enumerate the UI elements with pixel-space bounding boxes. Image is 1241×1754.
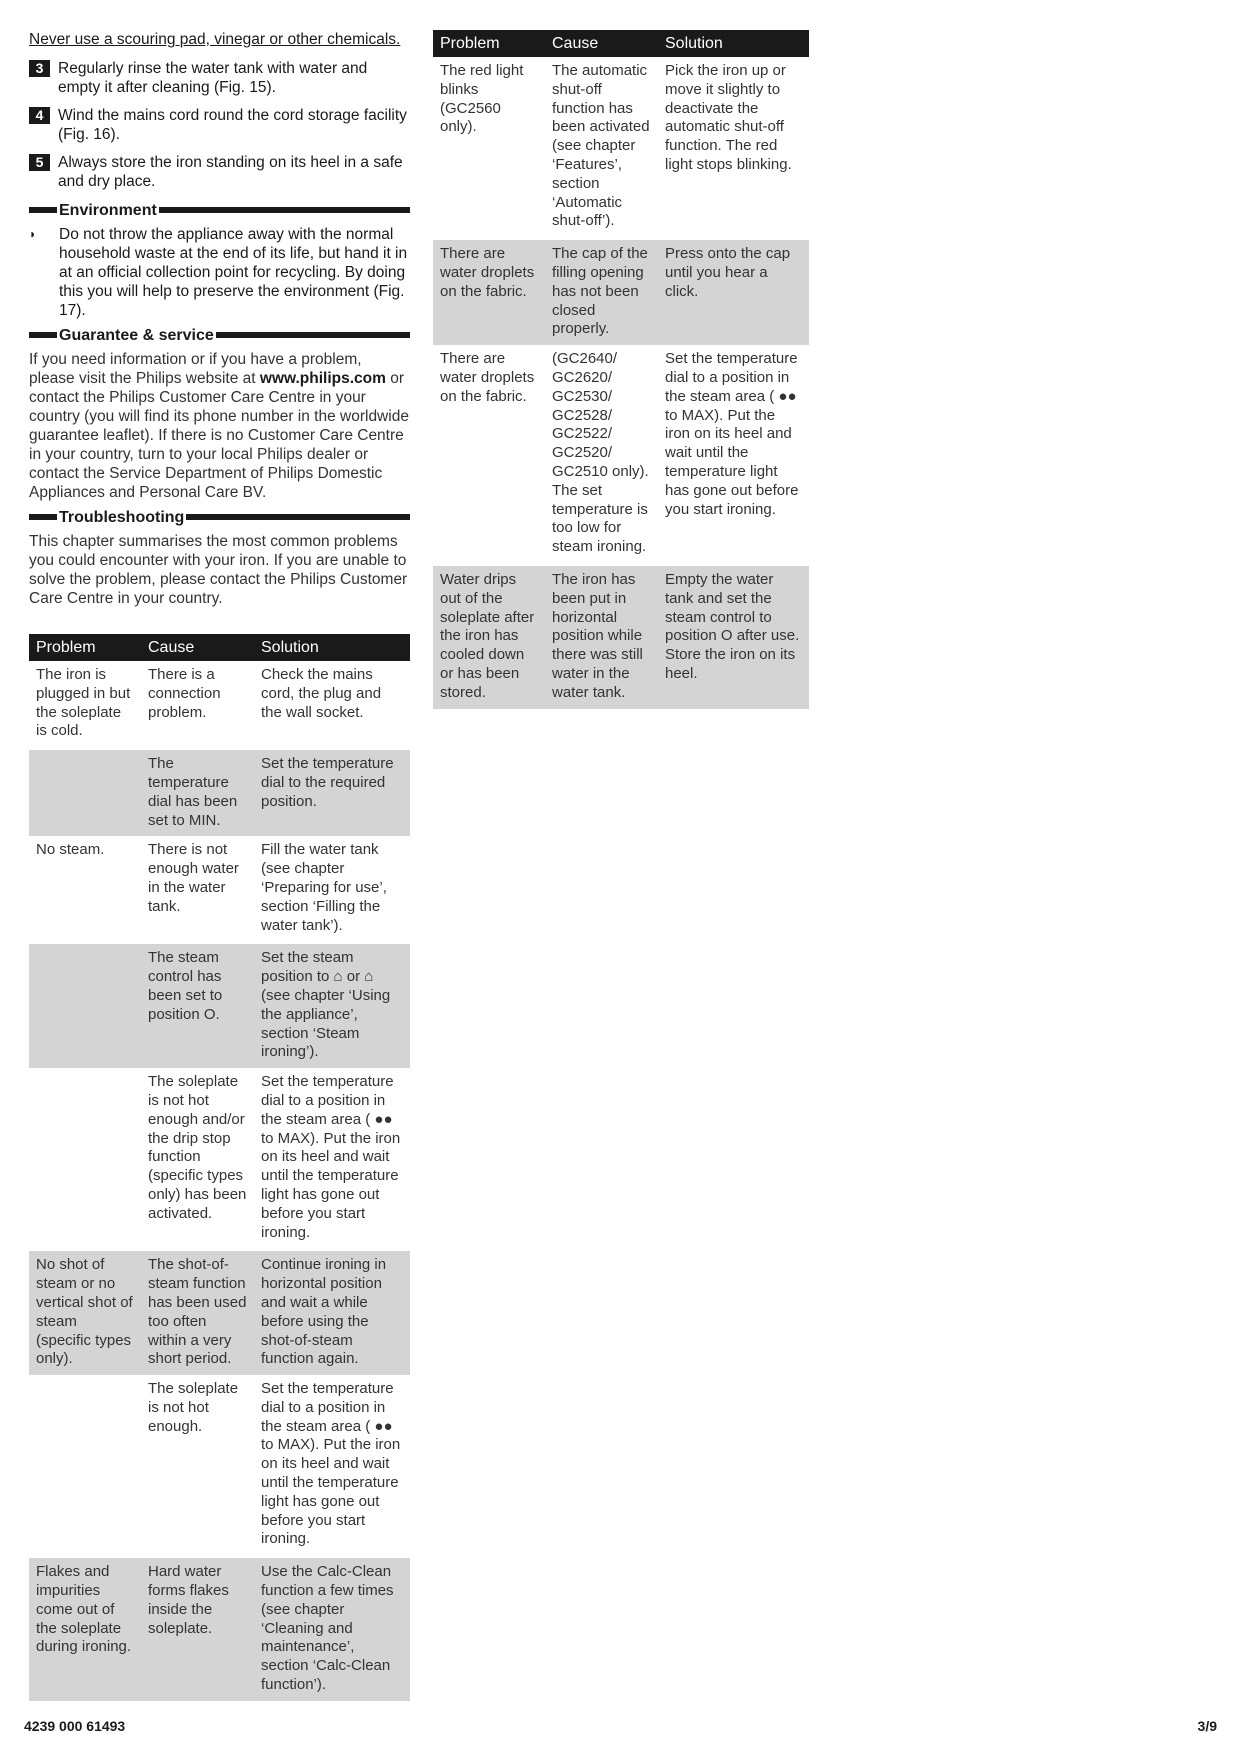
cause-cell: The cap of the filling opening has not been closed properly. xyxy=(545,239,658,345)
right-column xyxy=(433,30,809,709)
cause-cell: There is not enough water in the water tank. xyxy=(148,841,239,915)
cause-cell: The automatic shut-off function has been activated (see chapter ‘Features’, section ‘Automatic shut-off’). xyxy=(552,62,650,230)
guarantee-title: Guarantee & service xyxy=(59,326,214,344)
header-problem: Problem xyxy=(433,30,545,57)
cause-cell: The soleplate is not hot enough. xyxy=(148,1380,239,1435)
step-number-badge: 3 xyxy=(29,60,50,77)
step-3 xyxy=(29,59,410,97)
table-row xyxy=(29,1250,410,1375)
cause-cell: The soleplate is not hot enough and/or the drip stop function (specific types only) has been activated. xyxy=(148,1073,247,1222)
heading-bar-left xyxy=(29,514,57,520)
troubleshooting-table-right xyxy=(433,30,809,709)
solution-cell: Check the mains cord, the plug and the wall socket. xyxy=(261,666,382,721)
troubleshooting-title: Troubleshooting xyxy=(59,508,185,526)
cause-cell: The temperature dial has been set to MIN. xyxy=(141,749,254,837)
table-row xyxy=(29,943,410,1068)
solution-cell: Set the temperature dial to a position in the steam area ( ●● to MAX). Put the iron on its heel and wait until the temperature light has gone out before you start ironing. xyxy=(261,1380,401,1548)
solution-cell: Set the temperature dial to the required position. xyxy=(254,749,410,837)
table-row xyxy=(29,661,410,749)
table-row xyxy=(29,1557,410,1701)
guarantee-text-after: or contact the Philips Customer Care Centre in your country (you will find its phone number in the worldwide guarantee leaflet). If there is no Customer Care Centre in your country, turn to your local Philips dealer or contact the Service Department of Philips Domestic Appliances and Personal Care BV. xyxy=(29,370,409,501)
table-row xyxy=(433,57,809,239)
problem-cell: Flakes and impurities come out of the soleplate during ironing. xyxy=(29,1557,141,1701)
solution-cell: Press onto the cap until you hear a click. xyxy=(658,239,809,345)
problem-cell: There are water droplets on the fabric. xyxy=(433,239,545,345)
cause-cell: (GC2640/ GC2620/ GC2530/ GC2528/ GC2522/ GC2520/ GC2510 only). The set temperature is too low for steam ironing. xyxy=(552,350,649,556)
step-text: Wind the mains cord round the cord storage facility (Fig. 16). xyxy=(58,107,407,143)
problem-cell xyxy=(29,1375,141,1557)
table-header-row xyxy=(29,634,410,661)
cause-cell: The steam control has been set to position O. xyxy=(141,943,254,1068)
table-row xyxy=(29,749,410,837)
guarantee-paragraph xyxy=(29,350,410,502)
cause-cell: Hard water forms flakes inside the soleplate. xyxy=(141,1557,254,1701)
solution-cell: Set the temperature dial to a position in the steam area ( ●● to MAX). Put the iron on its heel and wait until the temperature light has gone out before you start ironing. xyxy=(261,1073,401,1241)
heading-bar-right xyxy=(216,332,410,338)
solution-cell: Pick the iron up or move it slightly to deactivate the automatic shut-off function. The red light stops blinking. xyxy=(665,62,792,173)
step-number-badge: 4 xyxy=(29,107,50,124)
problem-cell xyxy=(29,749,141,837)
solution-cell: Continue ironing in horizontal position and wait a while before using the shot-of-steam function again. xyxy=(254,1250,410,1375)
problem-cell: No steam. xyxy=(36,841,105,859)
solution-cell: Fill the water tank (see chapter ‘Preparing for use’, section ‘Filling the water tank’). xyxy=(261,841,387,934)
section-heading-troubleshooting xyxy=(29,507,410,527)
guarantee-text-before: If you need information or if you have a problem, please visit the Philips website at xyxy=(29,351,362,387)
table-row xyxy=(29,1068,410,1250)
scouring-warning: Never use a scouring pad, vinegar or other chemicals. xyxy=(29,31,401,48)
cause-cell: There is a connection problem. xyxy=(148,666,221,721)
header-cause: Cause xyxy=(141,634,254,661)
heading-bar-right xyxy=(186,514,410,520)
header-problem: Problem xyxy=(29,634,141,661)
step-5 xyxy=(29,153,410,191)
step-text: Always store the iron standing on its heel in a safe and dry place. xyxy=(58,154,403,190)
problem-cell: The red light blinks (GC2560 only). xyxy=(440,62,524,136)
header-cause: Cause xyxy=(545,30,658,57)
cause-cell: The iron has been put in horizontal position while there was still water in the water tank. xyxy=(545,564,658,708)
problem-cell xyxy=(29,1068,141,1250)
step-text: Regularly rinse the water tank with water and empty it after cleaning (Fig. 15). xyxy=(58,60,368,96)
document-code: 4239 000 61493 xyxy=(24,1718,126,1734)
header-solution: Solution xyxy=(254,634,410,661)
heading-bar-left xyxy=(29,207,57,213)
table-header-row xyxy=(433,30,809,57)
philips-website-link[interactable]: www.philips.com xyxy=(259,370,386,387)
troubleshooting-table-left xyxy=(29,634,410,1701)
table-row xyxy=(433,239,809,345)
environment-title: Environment xyxy=(59,201,157,219)
solution-cell: Use the Calc-Clean function a few times (see chapter ‘Cleaning and maintenance’, section ‘Calc-Clean function’). xyxy=(254,1557,410,1701)
solution-cell: Empty the water tank and set the steam control to position O after use. Store the iron on its heel. xyxy=(658,564,809,708)
problem-cell: There are water droplets on the fabric. xyxy=(440,350,535,405)
environment-bullet xyxy=(29,225,410,320)
section-heading-guarantee xyxy=(29,325,410,345)
table-row xyxy=(29,1375,410,1557)
step-number-badge: 5 xyxy=(29,154,50,171)
heading-bar-right xyxy=(159,207,410,213)
step-4 xyxy=(29,106,410,144)
problem-cell: The iron is plugged in but the soleplate is cold. xyxy=(36,666,131,740)
heading-bar-left xyxy=(29,332,57,338)
table-row xyxy=(29,836,410,942)
problem-cell xyxy=(29,943,141,1068)
problem-cell: No shot of steam or no vertical shot of steam (specific types only). xyxy=(29,1250,141,1375)
section-heading-environment xyxy=(29,200,410,220)
table-row xyxy=(433,345,809,564)
troubleshooting-intro: This chapter summarises the most common problems you could encounter with your iron. If you are unable to solve the problem, please contact the Philips Customer Care Centre in your country. xyxy=(29,533,408,607)
environment-text: Do not throw the appliance away with the normal household waste at the end of its life, but hand it in at an official collection point for recycling. By doing this you will help to preserve the environment (Fig. 17). xyxy=(59,226,408,319)
left-column xyxy=(29,30,410,1701)
table-row xyxy=(433,564,809,708)
solution-cell: Set the temperature dial to a position in the steam area ( ●● to MAX). Put the iron on its heel and wait until the temperature light has gone out before you start ironing. xyxy=(665,350,799,518)
solution-cell: Set the steam position to ⌂ or ⌂ (see chapter ‘Using the appliance’, section ‘Steam ironing’). xyxy=(254,943,410,1068)
header-solution: Solution xyxy=(658,30,809,57)
bullet-icon: ◗ xyxy=(29,227,37,241)
problem-cell: Water drips out of the soleplate after the iron has cooled down or has been stored. xyxy=(433,564,545,708)
cause-cell: The shot-of-steam function has been used too often within a very short period. xyxy=(141,1250,254,1375)
page-number: 3/9 xyxy=(1197,1718,1217,1734)
